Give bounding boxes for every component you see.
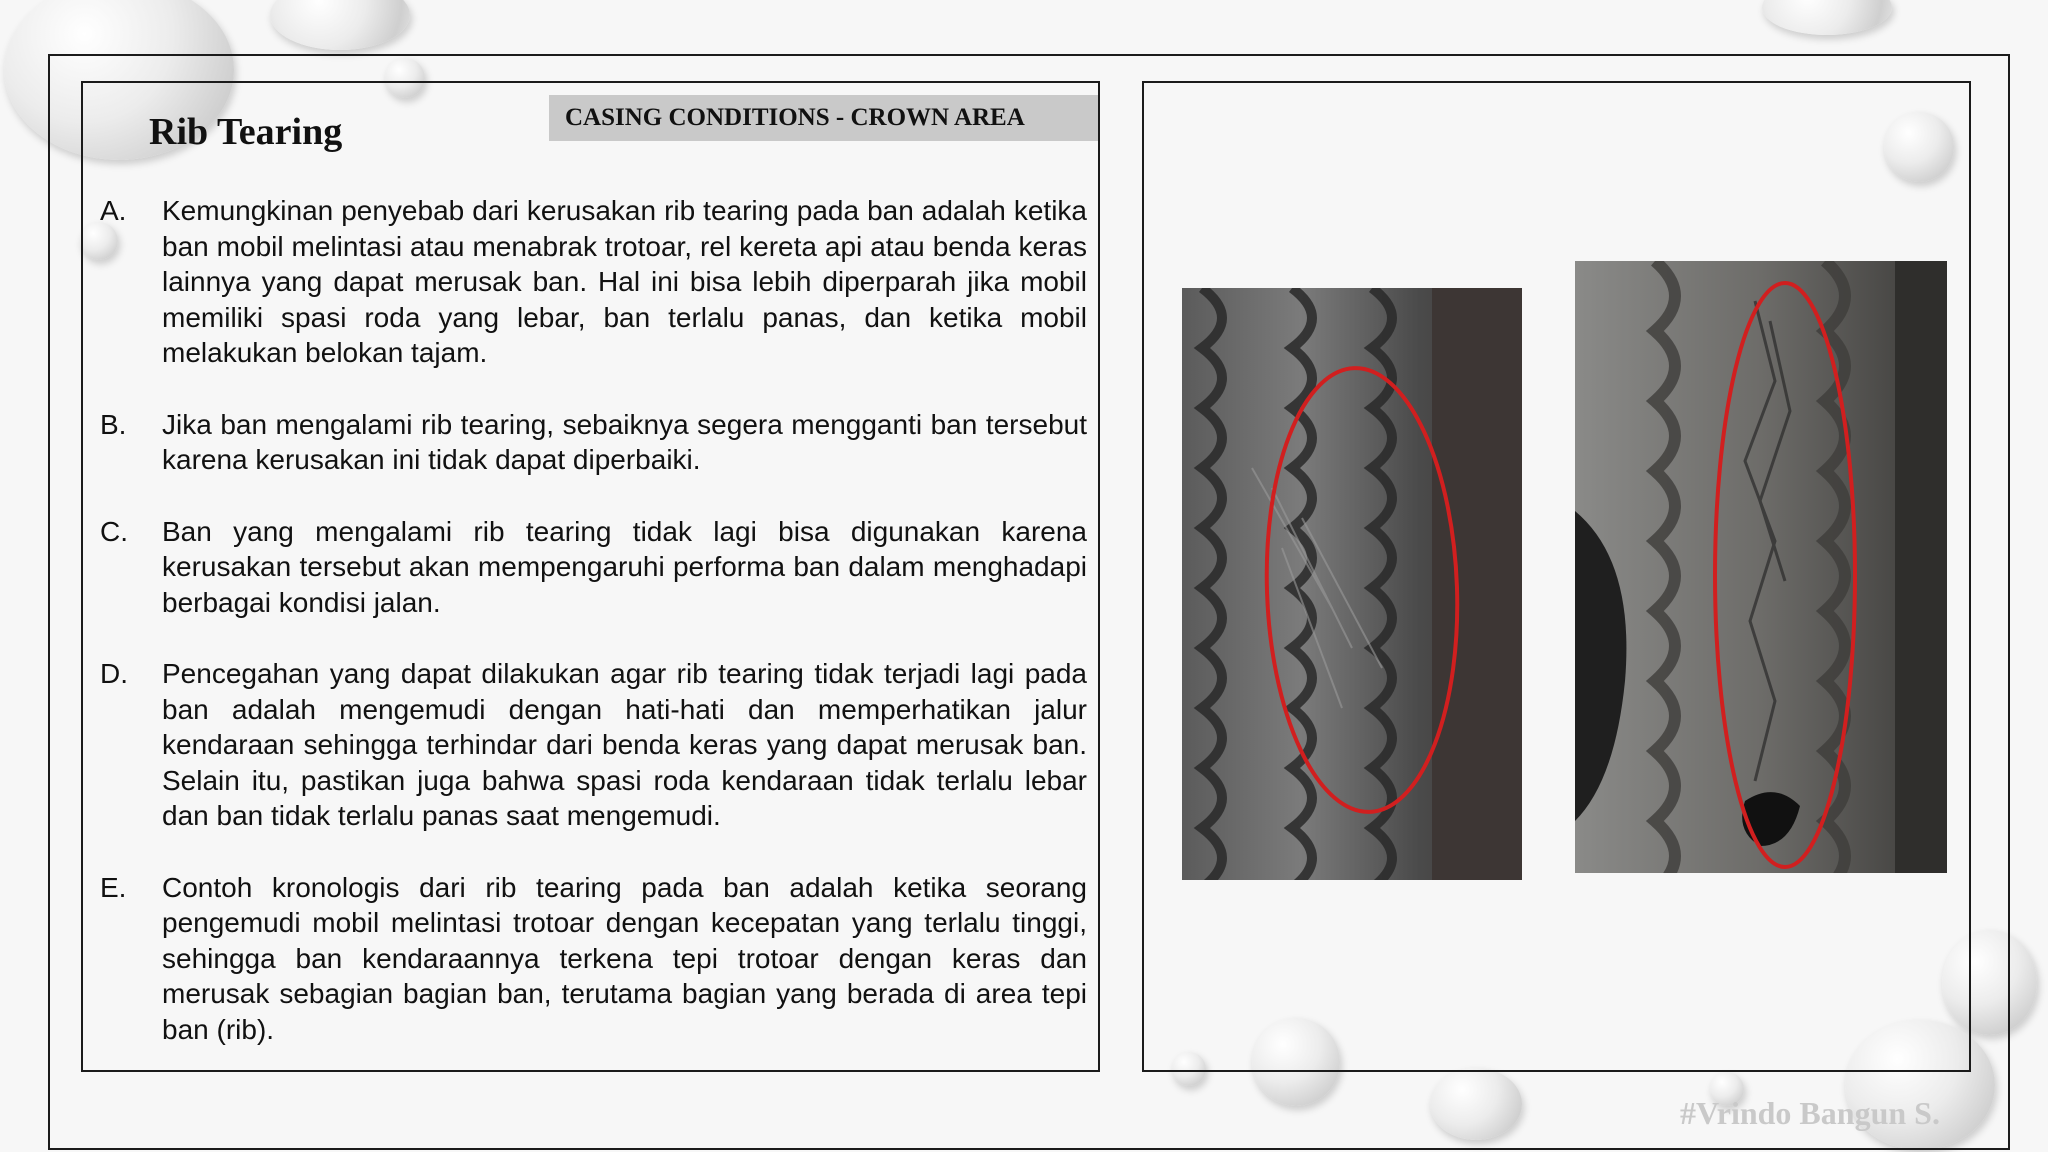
water-drop [270,0,410,50]
author-watermark: #Vrindo Bangun S. [1680,1095,1940,1131]
tire-photo-left-image [1182,288,1522,880]
list-marker: E. [100,871,127,903]
water-drop [1762,0,1892,35]
section-banner: CASING CONDITIONS - CROWN AREA [549,95,1098,141]
list-marker: B. [100,408,127,440]
list-marker: C. [100,515,128,547]
list-item [100,407,1087,478]
explanation-list [100,193,1087,1083]
list-marker: D. [100,658,128,689]
list-text: Contoh kronologis dari rib tearing pada ban adalah ketika seorang pengemudi mobil melintasi trotoar dengan kecepatan yang terlalu tinggi, sehingga ban kendaraannya terkena tepi trotoar dengan keras dan merusak sebagian bagian ban, terutama bagian yang berada di area tepi ban (rib). [162,871,1087,1045]
list-text: Pencegahan yang dapat dilakukan agar rib tearing tidak terjadi lagi pada ban adalah mengemudi dengan hati-hati dan memperhatikan jalur kendaraan sehingga terhindar dari benda keras yang dapat merusak ban. Selain itu, pastikan juga bahwa spasi roda kendaraan tidak terlalu lebar dan ban tidak terlalu panas saat mengemudi. [162,658,1087,831]
page-title: Rib Tearing [149,111,343,153]
tire-photo-right-image [1575,261,1947,873]
list-item [100,870,1087,1048]
list-text: Jika ban mengalami rib tearing, sebaiknya segera mengganti ban tersebut karena kerusakan ini tidak dapat diperbaiki. [162,408,1087,475]
list-item [100,514,1087,621]
list-text: Kemungkinan penyebab dari kerusakan rib tearing pada ban adalah ketika ban mobil melintasi atau menabrak trotoar, rel kereta api atau benda keras lainnya yang dapat merusak ban. Hal ini bisa lebih diperparah jika mobil memiliki spasi roda yang lebar, ban terlalu panas, dan ketika mobil melakukan belokan tajam. [162,195,1087,368]
tire-photo-right [1575,261,1947,873]
list-item [100,193,1087,371]
list-item [100,656,1087,834]
tire-photo-left [1182,288,1522,880]
list-text: Ban yang mengalami rib tearing tidak lagi bisa digunakan karena kerusakan tersebut akan mempengaruhi performa ban dalam menghadapi berbagai kondisi jalan. [162,515,1087,618]
list-marker: A. [100,195,127,226]
